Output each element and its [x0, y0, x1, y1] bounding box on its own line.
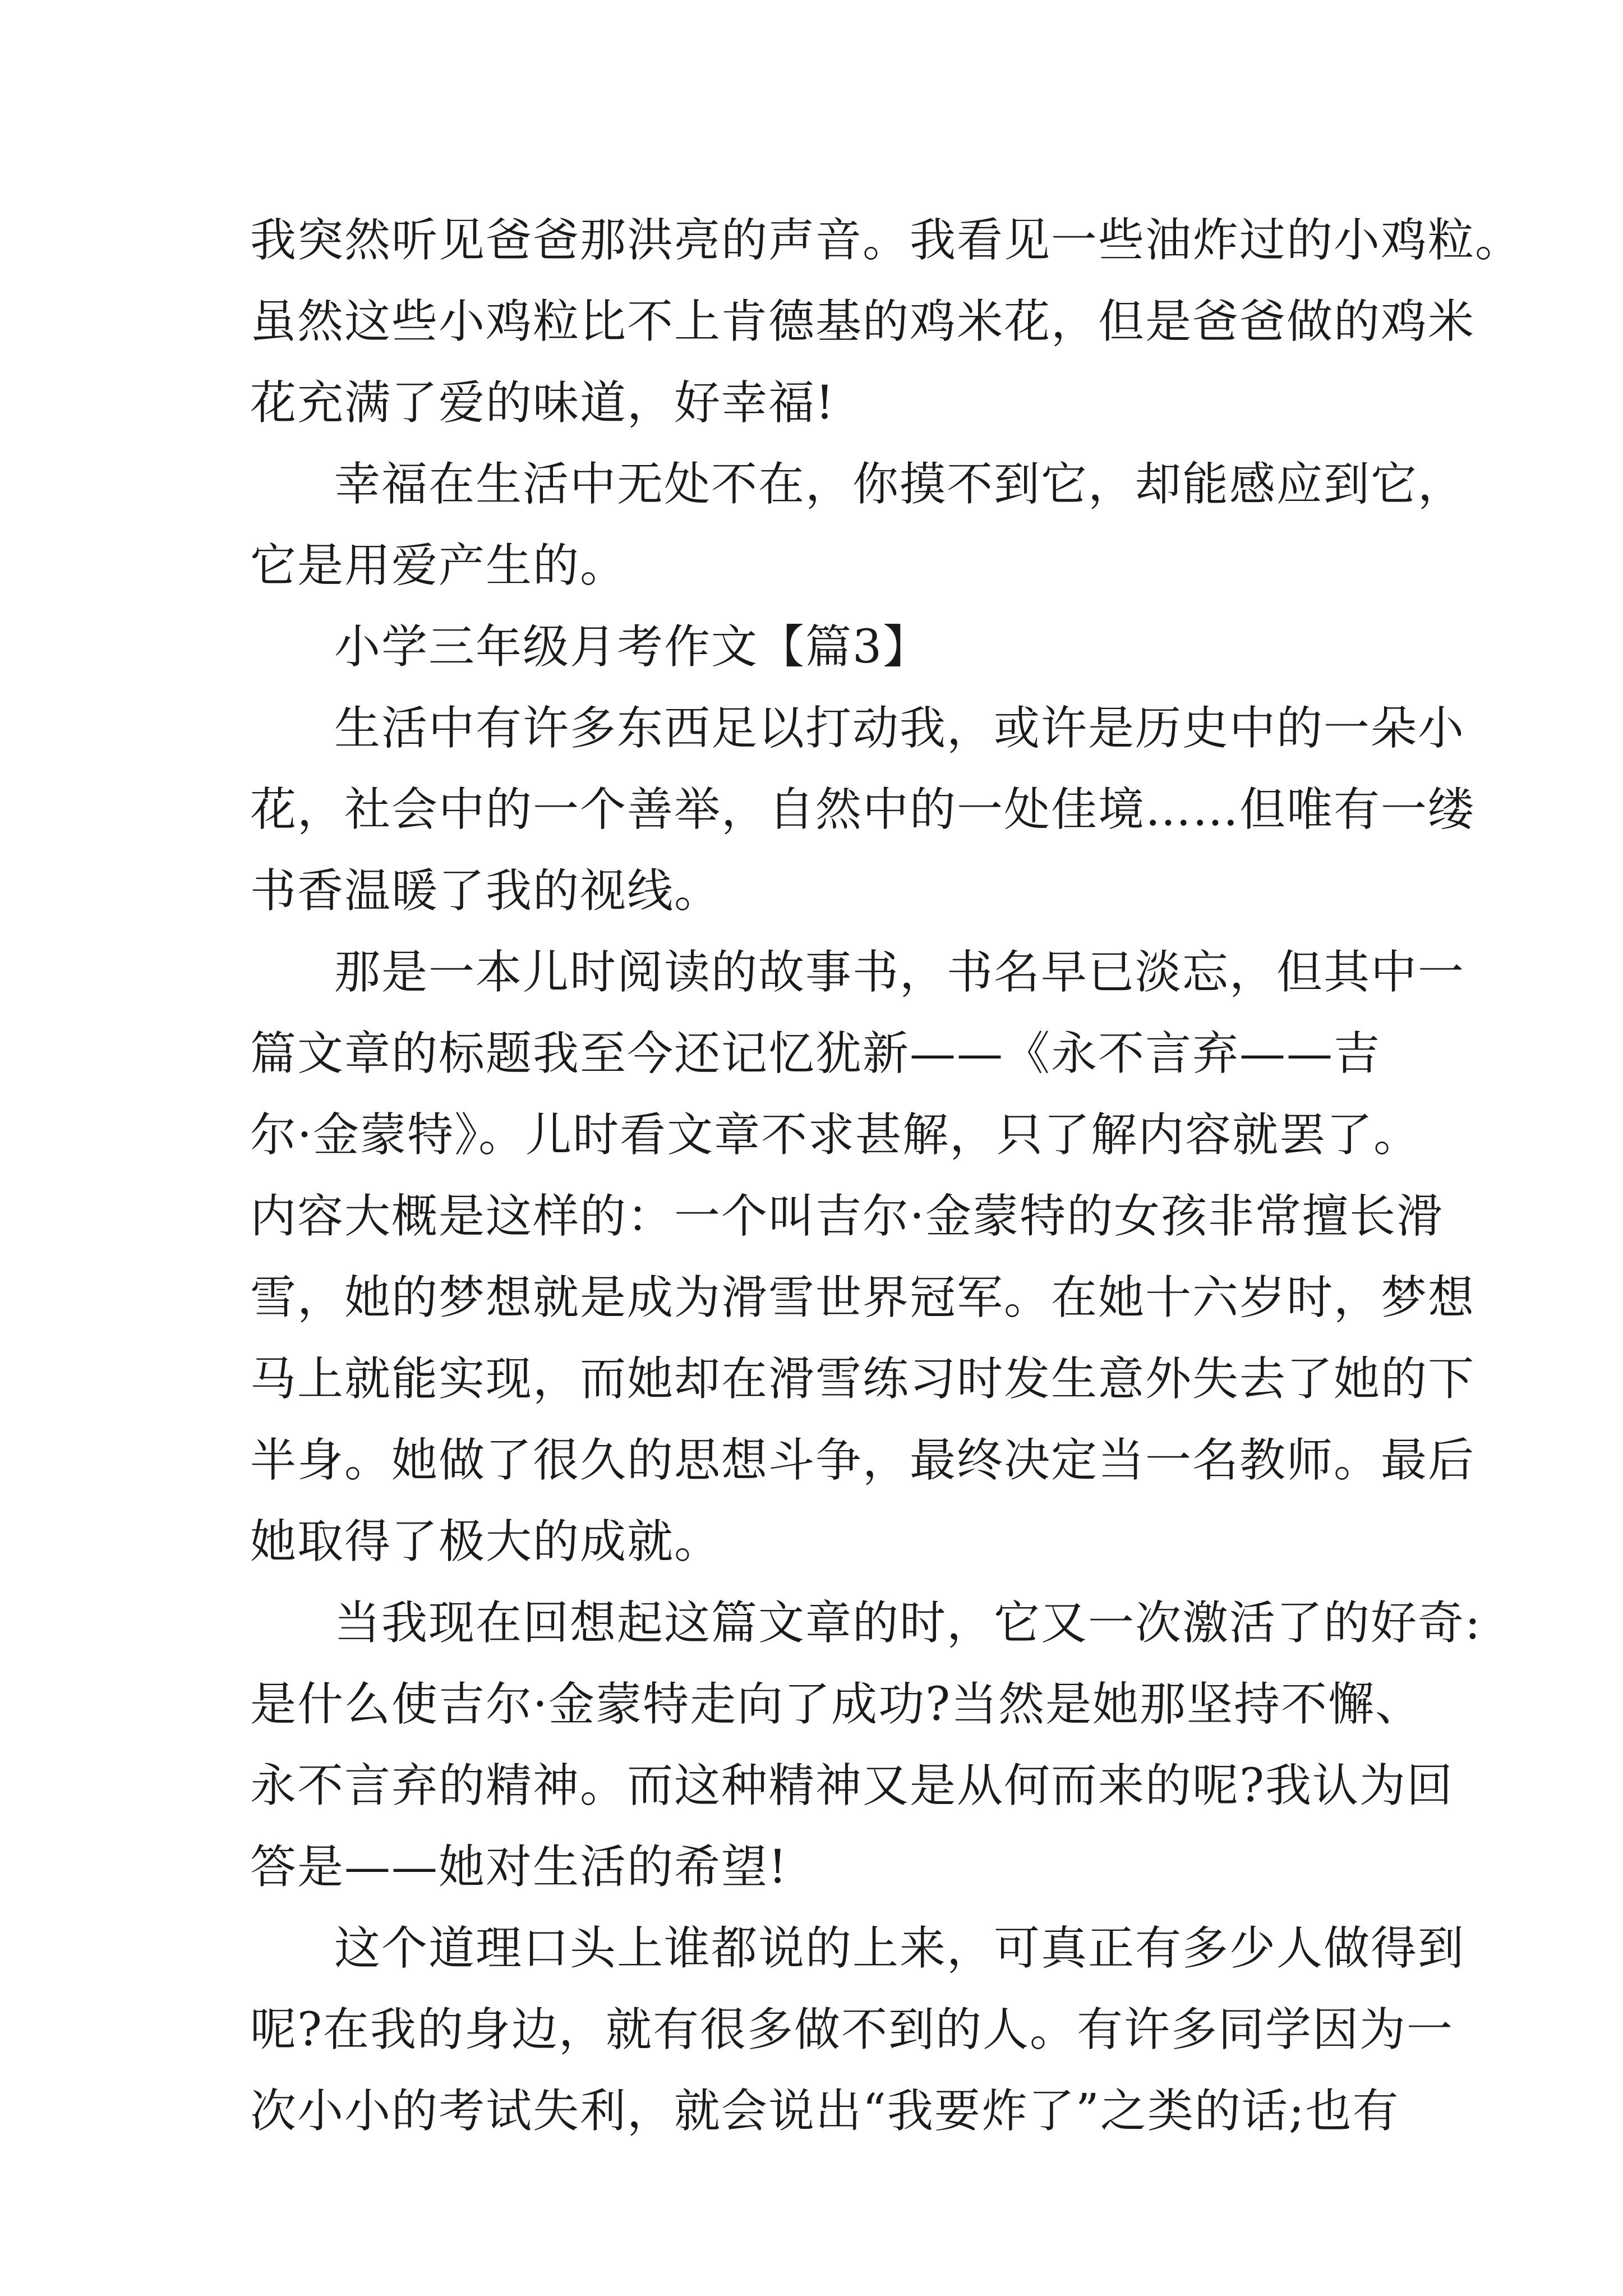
- text-line: 尔·金蒙特》。儿时看文章不求甚解，只了解内容就罢了。: [250, 1108, 1421, 1162]
- text-line: 篇文章的标题我至今还记忆犹新——《永不言弃——吉: [250, 1027, 1381, 1080]
- text-line: 它是用爱产生的。: [250, 539, 628, 592]
- text-line: 书香温暖了我的视线。: [250, 864, 722, 918]
- text-line: 花充满了爱的味道，好幸福!: [250, 376, 835, 430]
- text-line: 那是一本儿时阅读的故事书，书名早已淡忘，但其中一: [334, 946, 1465, 999]
- text-line: 我突然听见爸爸那洪亮的声音。我看见一些油炸过的小鸡粒。: [250, 214, 1523, 267]
- document-body: [250, 200, 1523, 2152]
- text-line: 内容大概是这样的：一个叫吉尔·金蒙特的女孩非常擅长滑: [250, 1190, 1444, 1243]
- section-heading: 小学三年级月考作文【篇3】: [334, 620, 930, 674]
- text-line: 她取得了极大的成就。: [250, 1515, 722, 1568]
- text-line: 这个道理口头上谁都说的上来，可真正有多少人做得到: [334, 1922, 1465, 1975]
- text-line: 次小小的考试失利，就会说出“我要炸了”之类的话;也有: [250, 2085, 1400, 2138]
- text-line: 半身。她做了很久的思想斗争，最终决定当一名教师。最后: [250, 1434, 1476, 1487]
- text-line: 雪，她的梦想就是成为滑雪世界冠军。在她十六岁时，梦想: [250, 1271, 1476, 1324]
- text-line: 花，社会中的一个善举，自然中的一处佳境……但唯有一缕: [250, 783, 1476, 836]
- text-line: 是什么使吉尔·金蒙特走向了成功?当然是她那坚持不懈、: [250, 1678, 1423, 1731]
- text-line: 幸福在生活中无处不在，你摸不到它，却能感应到它，: [334, 458, 1465, 511]
- text-line: 永不言弃的精神。而这种精神又是从何而来的呢?我认为回: [250, 1759, 1454, 1812]
- text-line: 虽然这些小鸡粒比不上肯德基的鸡米花，但是爸爸做的鸡米: [250, 295, 1476, 348]
- text-line: 生活中有许多东西足以打动我，或许是历史中的一朵小: [334, 702, 1465, 755]
- text-line: 当我现在回想起这篇文章的时，它又一次激活了的好奇:: [334, 1596, 1482, 1650]
- text-line: 呢?在我的身边，就有很多做不到的人。有许多同学因为一: [250, 2003, 1454, 2056]
- text-line: 答是——她对生活的希望!: [250, 1841, 788, 1894]
- text-line: 马上就能实现，而她却在滑雪练习时发生意外失去了她的下: [250, 1352, 1476, 1406]
